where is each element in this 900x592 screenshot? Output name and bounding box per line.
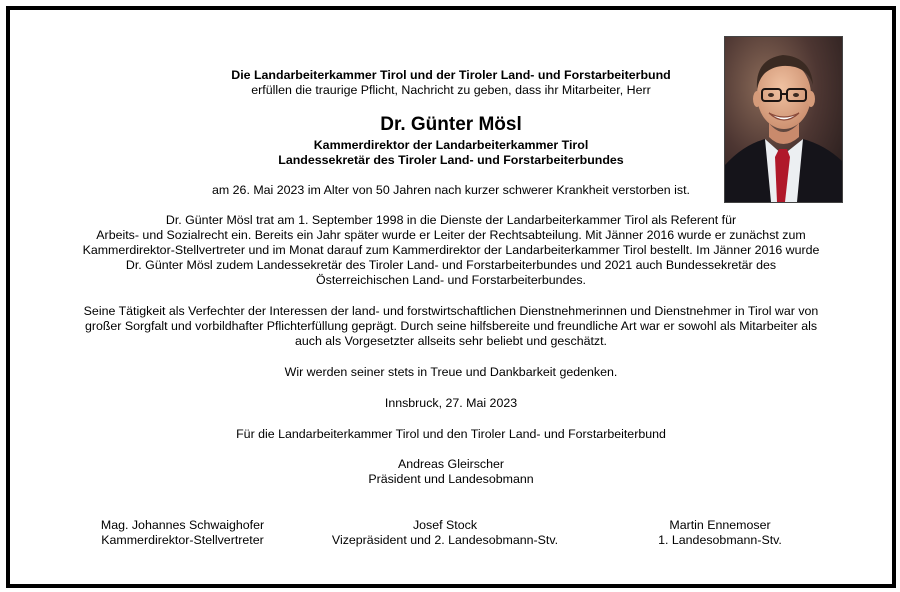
signatory-name: Martin Ennemoser (669, 518, 771, 532)
paragraph-1-line-1: Dr. Günter Mösl trat am 1. September 1998 in die Dienste der Landarbeiterkammer Tirol als Referent für (165, 213, 737, 227)
place-date: Innsbruck, 27. Mai 2023 (384, 396, 518, 410)
signatory-role: Kammerdirektor-Stellvertreter (101, 533, 264, 547)
paragraph-2-line-2: großer Sorgfalt und vorbildhafter Pflichterfüllung geprägt. Durch seine hilfsbereite und freundliche Art war er sowohl als Mitarbeiter als (84, 319, 818, 333)
paragraph-2-line-3: auch als Vorgesetzter allseits sehr beliebt und geschätzt. (294, 334, 607, 348)
signatory-role: Vizepräsident und 2. Landesobmann-Stv. (331, 533, 559, 547)
paragraph-1-line-2: Arbeits- und Sozialrecht ein. Bereits ein Jahr später wurde er Leiter der Rechtsabteilung. Mit Jänner 2016 wurde er zunächst zum (96, 228, 806, 242)
deceased-name: Dr. Günter Mösl (380, 114, 522, 135)
signatory-3 (635, 518, 805, 548)
paragraph-1-line-5: Österreichischen Land- und Forstarbeiterbundes. (316, 273, 586, 287)
remembrance-line: Wir werden seiner stets in Treue und Dankbarkeit gedenken. (284, 365, 618, 379)
organizations-line: Die Landarbeiterkammer Tirol und der Tiroler Land- und Forstarbeiterbund (231, 68, 671, 82)
deceased-title-1: Kammerdirektor der Landarbeiterkammer Tirol (313, 138, 589, 152)
signatory-2 (310, 518, 580, 548)
president-name: Andreas Gleirscher (397, 457, 505, 471)
signatory-1 (80, 518, 285, 548)
president-role: Präsident und Landesobmann (368, 472, 534, 486)
death-notice: am 26. Mai 2023 im Alter von 50 Jahren nach kurzer schwerer Krankheit verstorben ist. (212, 183, 690, 197)
signatory-name: Josef Stock (412, 518, 478, 532)
obituary-frame (6, 6, 896, 588)
deceased-title-2: Landessekretär des Tiroler Land- und Forstarbeiterbundes (278, 153, 624, 167)
on-behalf-line: Für die Landarbeiterkammer Tirol und den Tiroler Land- und Forstarbeiterbund (236, 427, 666, 441)
signatory-name: Mag. Johannes Schwaighofer (100, 518, 265, 532)
portrait-illustration (725, 37, 842, 202)
announcement-line: erfüllen die traurige Pflicht, Nachricht zu geben, dass ihr Mitarbeiter, Herr (251, 83, 651, 97)
paragraph-1-line-3: Kammerdirektor-Stellvertreter und im Monat darauf zum Kammerdirektor der Landarbeiterkammer Tirol bestellt. Im Jänner 2016 wurde (82, 243, 820, 257)
signatory-role: 1. Landesobmann-Stv. (658, 533, 782, 547)
portrait-photo (724, 36, 843, 203)
paragraph-2-line-1: Seine Tätigkeit als Verfechter der Interessen der land- und forstwirtschaftlichen Dienstnehmerinnen und Dienstnehmer in Tirol war von (83, 304, 819, 318)
paragraph-1-line-4: Dr. Günter Mösl zudem Landessekretär des Tiroler Land- und Forstarbeiterbundes und 2021 auch Bundessekretär des (125, 258, 777, 272)
